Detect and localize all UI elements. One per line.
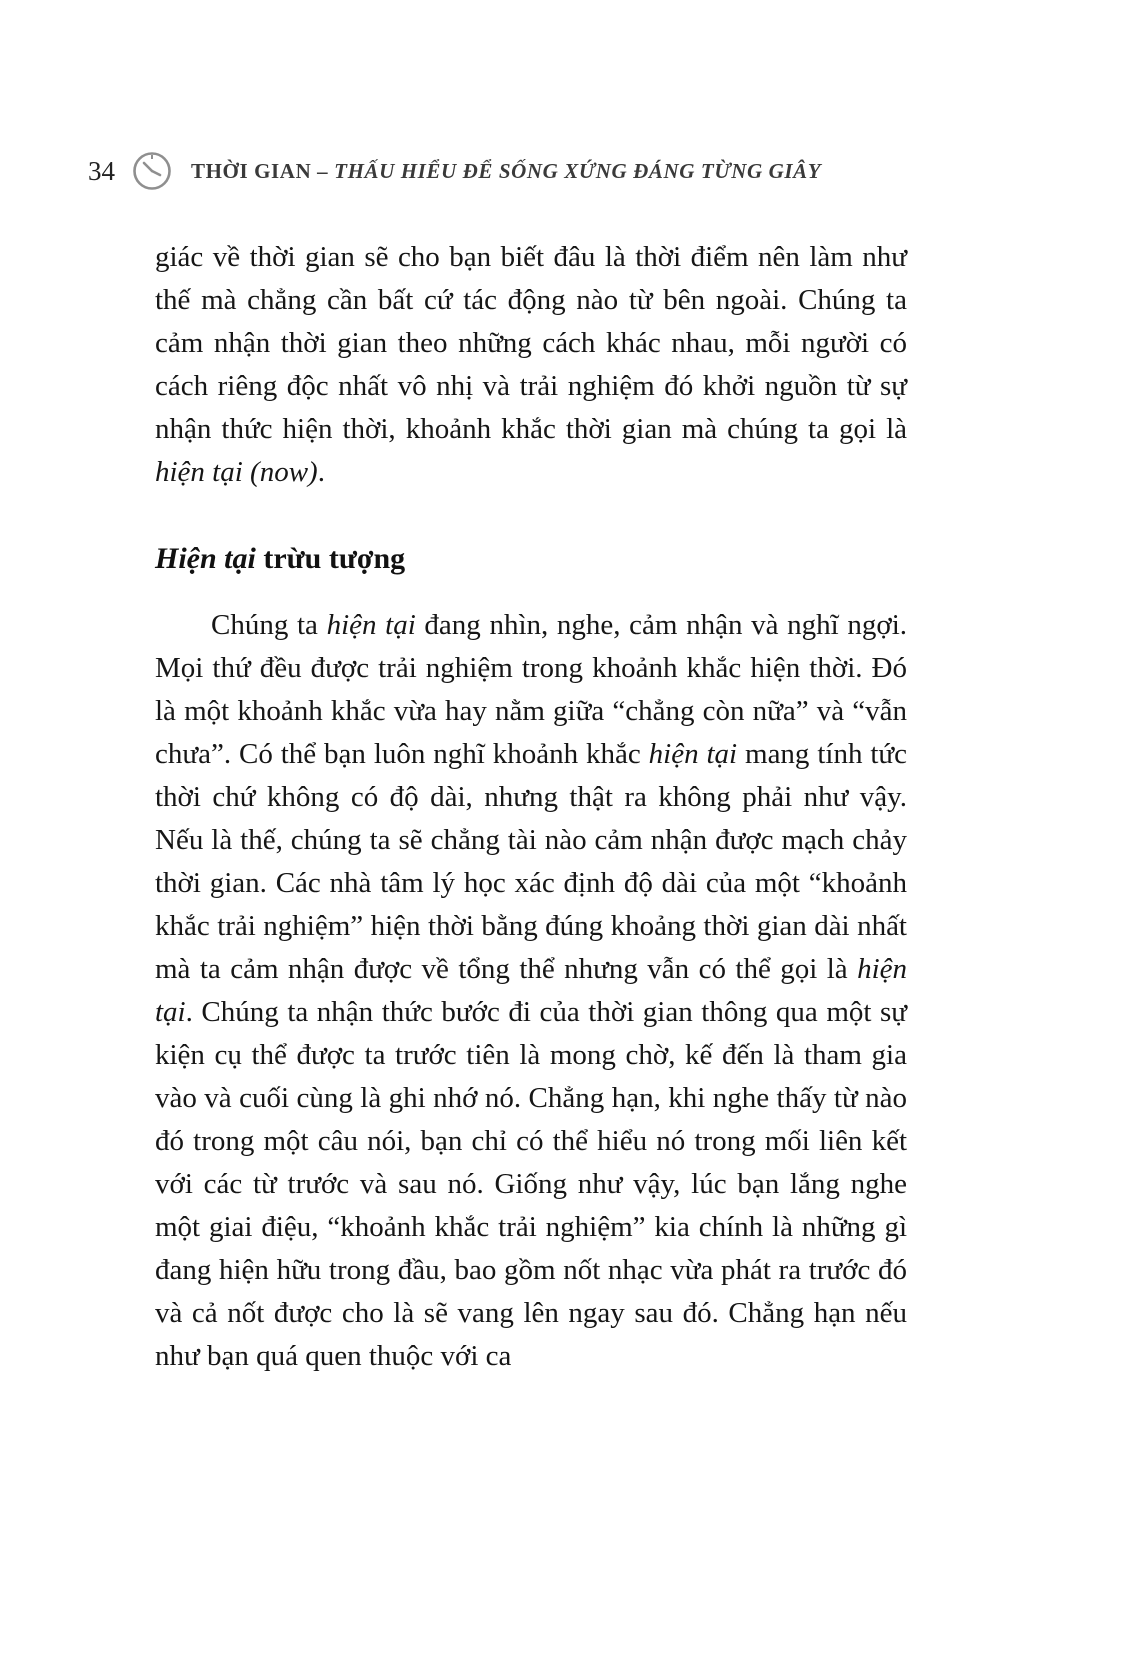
- paragraph-continuation: giác về thời gian sẽ cho bạn biết đâu là thời điểm nên làm như thế mà chẳng cần bất cứ tác động nào từ bên ngoài. Chúng ta cảm nhận thời gian theo những cách khác nhau, mỗi người có cách riêng độc nhất vô nhị và trải nghiệm đó khởi nguồn từ sự nhận thức hiện thời, khoảnh khắc thời gian mà chúng ta gọi là hiện tại (now).: [155, 241, 907, 488]
- section-heading-italic-part: Hiện tại: [155, 542, 256, 575]
- page-number: 34: [88, 155, 115, 186]
- page-header: [88, 150, 1045, 192]
- section-heading-bold-part: trừu tượng: [263, 542, 406, 575]
- clock-icon: [131, 150, 173, 192]
- page-body: [155, 236, 907, 1378]
- paragraph-main: Chúng ta hiện tại đang nhìn, nghe, cảm nhận và nghĩ ngợi. Mọi thứ đều được trải nghiệm trong khoảnh khắc hiện thời. Đó là một khoảnh khắc vừa hay nằm giữa “chẳng còn nữa” và “vẫn chưa”. Có thể bạn luôn nghĩ khoảnh khắc hiện tại mang tính tức thời chứ không có độ dài, nhưng thật ra không phải như vậy. Nếu là thế, chúng ta sẽ chẳng tài nào cảm nhận được mạch chảy thời gian. Các nhà tâm lý học xác định độ dài của một “khoảnh khắc trải nghiệm” hiện thời bằng đúng khoảng thời gian dài nhất mà ta cảm nhận được về tổng thể nhưng vẫn có thể gọi là hiện tại. Chúng ta nhận thức bước đi của thời gian thông qua một sự kiện cụ thể được ta trước tiên là mong chờ, kế đến là tham gia vào và cuối cùng là ghi nhớ nó. Chẳng hạn, khi nghe thấy từ nào đó trong một câu nói, bạn chỉ có thể hiểu nó trong mối liên kết với các từ trước và sau nó. Giống như vậy, lúc bạn lắng nghe một giai điệu, “khoảnh khắc trải nghiệm” kia chính là những gì đang hiện hữu trong đầu, bao gồm nốt nhạc vừa phát ra trước đó và cả nốt được cho là sẽ vang lên ngay sau đó. Chẳng hạn nếu như bạn quá quen thuộc với ca: [155, 609, 908, 1372]
- running-title: THỜI GIAN – THẤU HIỂU ĐỂ SỐNG XỨNG ĐÁNG TỪNG GIÂY: [191, 158, 822, 183]
- section-heading: [155, 540, 907, 578]
